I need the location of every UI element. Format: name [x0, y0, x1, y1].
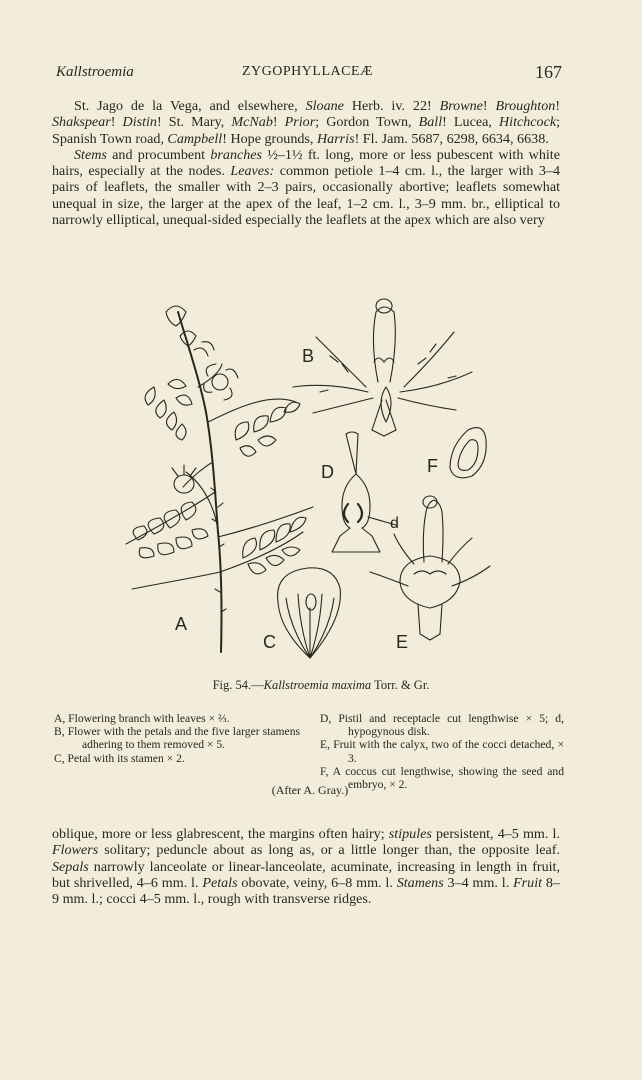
- italic-run: Distin: [122, 114, 157, 131]
- fruit-drawing-e: [370, 496, 490, 640]
- legend-item: D, Pistil and receptacle cut lengthwise × 5; d, hypogynous disk.: [320, 712, 564, 739]
- text-run: persistent, 4–5 mm. l.: [431, 826, 560, 842]
- caption-species: Kallstroemia maxima: [263, 678, 372, 692]
- legend-right-column: [320, 712, 564, 791]
- italic-run: Sepals: [52, 858, 89, 875]
- figure-label-a: A: [175, 614, 188, 634]
- text-run: obovate, veiny, 6–8 mm. l.: [237, 874, 397, 891]
- running-header: [56, 64, 562, 86]
- flower-drawing-b: [293, 299, 472, 436]
- italic-run: Flowers: [52, 842, 99, 859]
- italic-run: Campbell: [167, 130, 223, 147]
- top-text-block: [52, 98, 560, 228]
- italic-run: Fruit: [513, 874, 543, 891]
- italic-run: Sloane: [305, 98, 344, 114]
- italic-run: Stamens: [396, 874, 444, 891]
- text-run: ! Fl. Jam. 5687, 6298, 6634, 6638.: [354, 130, 549, 147]
- coccus-drawing-f: [450, 428, 486, 478]
- caption-prefix: Fig. 54.—: [212, 678, 264, 692]
- text-run: and procumbent: [106, 146, 211, 163]
- legend-item: E, Fruit with the calyx, two of the cocci detached, × 3.: [320, 738, 564, 765]
- italic-run: branches: [210, 146, 263, 163]
- figure-label-d: D: [321, 462, 334, 482]
- legend-item: F, A coccus cut lengthwise, showing the seed and embryo, × 2.: [320, 764, 564, 792]
- page-number: 167: [535, 62, 562, 82]
- figure-label-f: F: [427, 456, 438, 476]
- italic-run: Hitchcock: [498, 114, 557, 131]
- text-run: 3–4 mm. l.: [443, 874, 514, 891]
- italic-run: Ball: [418, 114, 443, 131]
- running-family: ZYGOPHYLLACEÆ: [242, 64, 373, 79]
- figure-caption: [0, 678, 642, 693]
- pistil-section-drawing-d: [332, 432, 396, 552]
- text-run: ! Lucea,: [442, 114, 499, 131]
- figure-label-d-small: d: [390, 515, 399, 532]
- text-run: 8–9 mm. l.; cocci 4–5 mm. l., rough with transverse ridges.: [52, 874, 560, 908]
- bottom-text-block: [52, 826, 560, 907]
- italic-run: Leaves:: [230, 163, 275, 180]
- italic-run: Petals: [202, 874, 238, 891]
- paragraph-continuation: [52, 826, 560, 907]
- running-genus: Kallstroemia: [56, 64, 134, 80]
- italic-run: stipules: [388, 826, 432, 842]
- text-run: common petiole 1–4 cm. l., the larger with 3–4 pairs of leaflets, the smaller with 2–3 pairs, occasionally abortive; leaflets somewhat unequal in size, the larger at the apex of the leaf, 1–2 cm. l., 3–9 mm. br., elliptical to narrowly elliptical, unequal-sided especially the leaflets at the apex which are also very: [52, 163, 560, 229]
- text-run: St. Jago de la Vega, and elsewhere,: [74, 98, 306, 114]
- figure-label-c: C: [263, 632, 276, 652]
- text-run: !: [110, 114, 123, 131]
- figure-credit: (After A. Gray.): [271, 783, 349, 797]
- text-run: ; Gordon Town,: [315, 114, 419, 131]
- text-run: ; Spanish Town road,: [52, 114, 561, 147]
- legend-left-column: [54, 712, 300, 765]
- text-run: solitary; peduncle about as long as, or a little longer than, the opposite leaf.: [98, 842, 560, 859]
- italic-run: Harris: [316, 130, 355, 147]
- figure-label-b: B: [302, 346, 315, 366]
- legend-item: B, Flower with the petals and the five larger stamens adhering to them removed × 5.: [54, 725, 300, 752]
- text-run: ½–1½ ft. long, more or less pubescent with white hairs, especially at the nodes.: [52, 146, 560, 180]
- italic-run: Shakspear: [52, 114, 111, 131]
- italic-run: Broughton: [495, 98, 556, 114]
- text-run: !: [555, 98, 561, 114]
- legend-item: C, Petal with its stamen × 2.: [54, 751, 185, 765]
- petal-drawing-c: [278, 568, 341, 658]
- text-run: ! St. Mary,: [156, 114, 232, 131]
- text-run: oblique, more or less glabrescent, the margins often hairy;: [52, 826, 389, 842]
- text-run: ! Hope grounds,: [222, 130, 317, 147]
- caption-author: Torr. & Gr.: [371, 678, 430, 692]
- botanical-illustration: [118, 292, 508, 664]
- text-run: Herb. iv. 22!: [343, 98, 440, 114]
- italic-run: Stems: [74, 146, 107, 163]
- figure-label-e: E: [396, 632, 409, 652]
- italic-run: Browne: [439, 98, 483, 114]
- text-run: !: [272, 114, 285, 131]
- text-run: narrowly lanceolate or linear-lanceolate, acuminate, increasing in length in fruit, but shrivelled, 4–6 mm. l.: [52, 858, 560, 891]
- italic-run: Prior: [284, 114, 316, 131]
- legend-item: A, Flowering branch with leaves × ⅔.: [54, 712, 230, 725]
- paragraph-description: [52, 147, 560, 228]
- text-run: !: [482, 98, 496, 114]
- paragraph-localities: [52, 98, 560, 147]
- italic-run: McNab: [231, 114, 273, 131]
- branch-drawing-a: [126, 306, 313, 652]
